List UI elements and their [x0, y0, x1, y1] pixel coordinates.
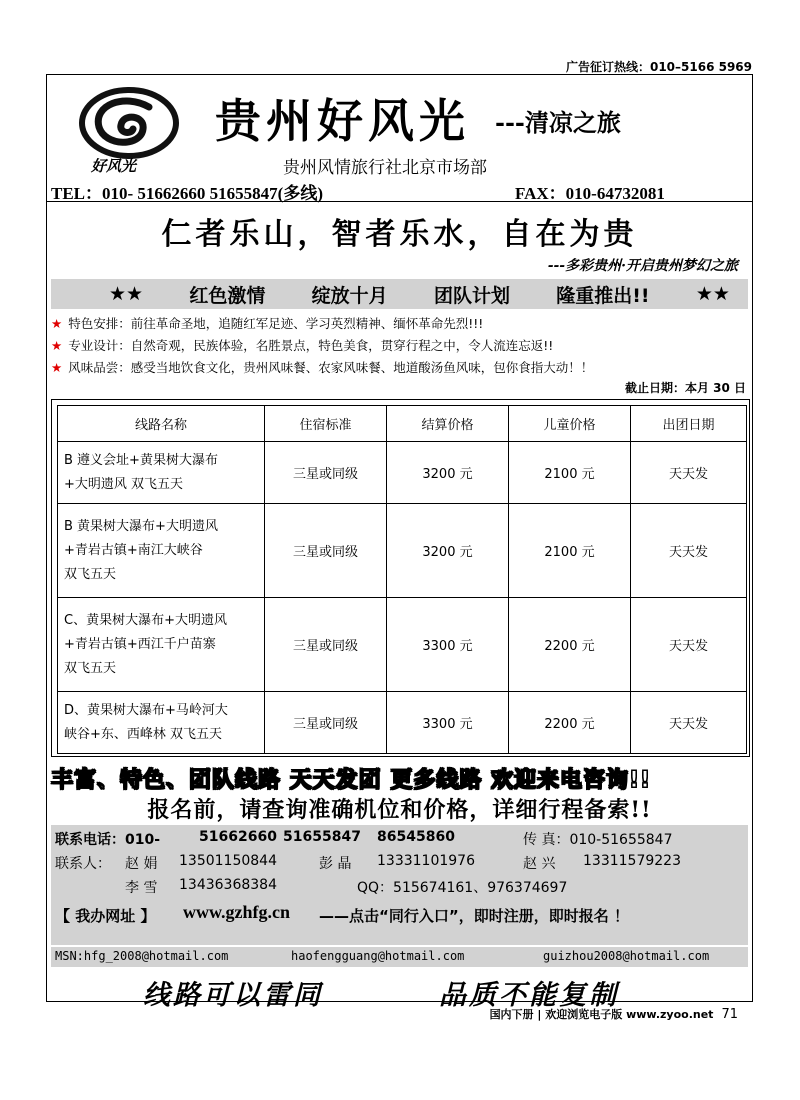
feature-text: 专业设计：自然奇观，民族体验，名胜景点，特色美食，贯穿行程之中，令人流连忘返!! [68, 338, 554, 353]
route-cell: B 遵义会址+黄果树大瀑布 +大明遗风 双飞五天 [58, 442, 265, 504]
website-label: 【 我办网址 】 [55, 907, 156, 925]
banner-end-stars-icon: ★★ [695, 283, 730, 305]
feature-text: 风味品尝：感受当地饮食文化，贵州风味餐、农家风味餐、地道酸汤鱼风味，包你食指大动！！ [68, 360, 594, 375]
contact-block [51, 825, 748, 945]
header-fax: FAX：010-64732081 [515, 184, 665, 203]
child-price-cell: 2100 元 [509, 504, 631, 598]
price-cell: 3200 元 [387, 442, 509, 504]
child-price-cell: 2100 元 [509, 442, 631, 504]
banner-item: 绽放十月 [311, 284, 388, 307]
col-header-date: 出团日期 [631, 406, 747, 442]
person-phone: 13436368384 [179, 877, 277, 893]
person-phone: 13501150844 [179, 853, 277, 869]
person-name: 彭 晶 [319, 856, 352, 872]
hotel-cell: 三星或同级 [265, 504, 387, 598]
price-cell: 3200 元 [387, 504, 509, 598]
slogan-sub: ---多彩贵州·开启贵州梦幻之旅 [547, 258, 738, 274]
promo-line: 丰富、特色、团队线路 天天发团 更多线路 欢迎来电咨询!! [51, 768, 652, 793]
banner-item: 隆重推出!! [556, 284, 650, 307]
feature-text: 特色安排：前往革命圣地，追随红军足迹、学习英烈精神、缅怀革命先烈!!! [68, 316, 484, 331]
col-header-price: 结算价格 [387, 406, 509, 442]
footer-slogan-left: 线路可以雷同 [143, 980, 323, 1011]
logo-caption: 好风光 [91, 157, 137, 175]
email-bar [51, 947, 748, 967]
phone-number: 51655847 [283, 829, 361, 845]
ad-hotline: 广告征订热线：010–5166 5969 [565, 60, 752, 74]
website-link[interactable]: www.gzhfg.cn [183, 902, 290, 922]
price-cell: 3300 元 [387, 598, 509, 692]
brand-subtitle: ---清凉之旅 [495, 108, 621, 137]
person-label: 联系人： [55, 856, 111, 872]
page-info: 国内下册 | 欢迎浏览电子版 www.zyoo.net [489, 1008, 714, 1021]
header-divider [47, 201, 752, 202]
feature-item [51, 313, 751, 335]
person-name: 赵 兴 [523, 856, 556, 872]
promo-banner [51, 279, 748, 309]
banner-stars-icon: ★★ [109, 283, 144, 305]
date-cell: 天天发 [631, 598, 747, 692]
person-phone: 13311579223 [583, 853, 681, 869]
phone-number: 86545860 [377, 829, 455, 845]
phone-label: 联系电话：010- [55, 832, 161, 848]
hotel-cell: 三星或同级 [265, 442, 387, 504]
hotel-cell: 三星或同级 [265, 692, 387, 754]
deadline: 截止日期：本月 30 日 [624, 381, 746, 395]
phone-number: 51662660 [199, 829, 277, 845]
person-phone: 13331101976 [377, 853, 475, 869]
price-cell: 3300 元 [387, 692, 509, 754]
feature-item [51, 335, 751, 357]
route-cell: D、黄果树大瀑布+马岭河大 峡谷+东、西峰林 双飞五天 [58, 692, 265, 754]
brand-title: 贵州好风光 [215, 94, 470, 148]
qq-numbers: QQ：515674161、976374697 [357, 880, 568, 896]
banner-item: 团队计划 [433, 284, 510, 307]
red-star-icon: ★ [51, 316, 63, 331]
route-table [57, 405, 747, 754]
table-header-row [58, 406, 747, 442]
table-row [58, 598, 747, 692]
header-tel: TEL：010- 51662660 51655847(多线) [51, 184, 323, 203]
email-address[interactable]: haofengguang@hotmail.com [291, 949, 465, 963]
date-cell: 天天发 [631, 504, 747, 598]
route-cell: B 黄果树大瀑布+大明遗风 +青岩古镇+南江大峡谷 双飞五天 [58, 504, 265, 598]
page-number: 71 [721, 1007, 738, 1022]
col-header-route: 线路名称 [58, 406, 265, 442]
date-cell: 天天发 [631, 692, 747, 754]
main-slogan: 仁者乐山，智者乐水，自在为贵 [161, 217, 638, 252]
col-header-hotel: 住宿标准 [265, 406, 387, 442]
person-name: 赵 娟 [125, 856, 158, 872]
page-footer [490, 1006, 738, 1022]
table-row [58, 442, 747, 504]
agency-name: 贵州风情旅行社北京市场部 [283, 158, 487, 178]
footer-slogan-right: 品质不能复制 [439, 980, 619, 1011]
person-name: 李 雪 [125, 880, 158, 896]
website-note: ——点击“同行入口”，即时注册，即时报名 ！ [319, 907, 629, 925]
col-header-child-price: 儿童价格 [509, 406, 631, 442]
hotel-cell: 三星或同级 [265, 598, 387, 692]
route-cell: C、黄果树大瀑布+大明遗风 +青岩古镇+西江千户苗寨 双飞五天 [58, 598, 265, 692]
feature-item [51, 357, 751, 379]
date-cell: 天天发 [631, 442, 747, 504]
page-frame [46, 74, 753, 1011]
red-star-icon: ★ [51, 338, 63, 353]
route-table-box [51, 399, 750, 757]
logo-swirl-icon [79, 87, 179, 163]
banner-item: 红色激情 [189, 284, 266, 307]
feature-list [51, 313, 751, 379]
msn-address[interactable]: MSN:hfg_2008@hotmail.com [55, 949, 229, 963]
child-price-cell: 2200 元 [509, 692, 631, 754]
child-price-cell: 2200 元 [509, 598, 631, 692]
contact-fax: 传 真：010-51655847 [523, 832, 673, 848]
table-row [58, 692, 747, 754]
table-row [58, 504, 747, 598]
advise-line: 报名前，请查询准确机位和价格，详细行程备索!! [147, 797, 652, 823]
red-star-icon: ★ [51, 360, 63, 375]
email-address[interactable]: guizhou2008@hotmail.com [543, 949, 710, 963]
